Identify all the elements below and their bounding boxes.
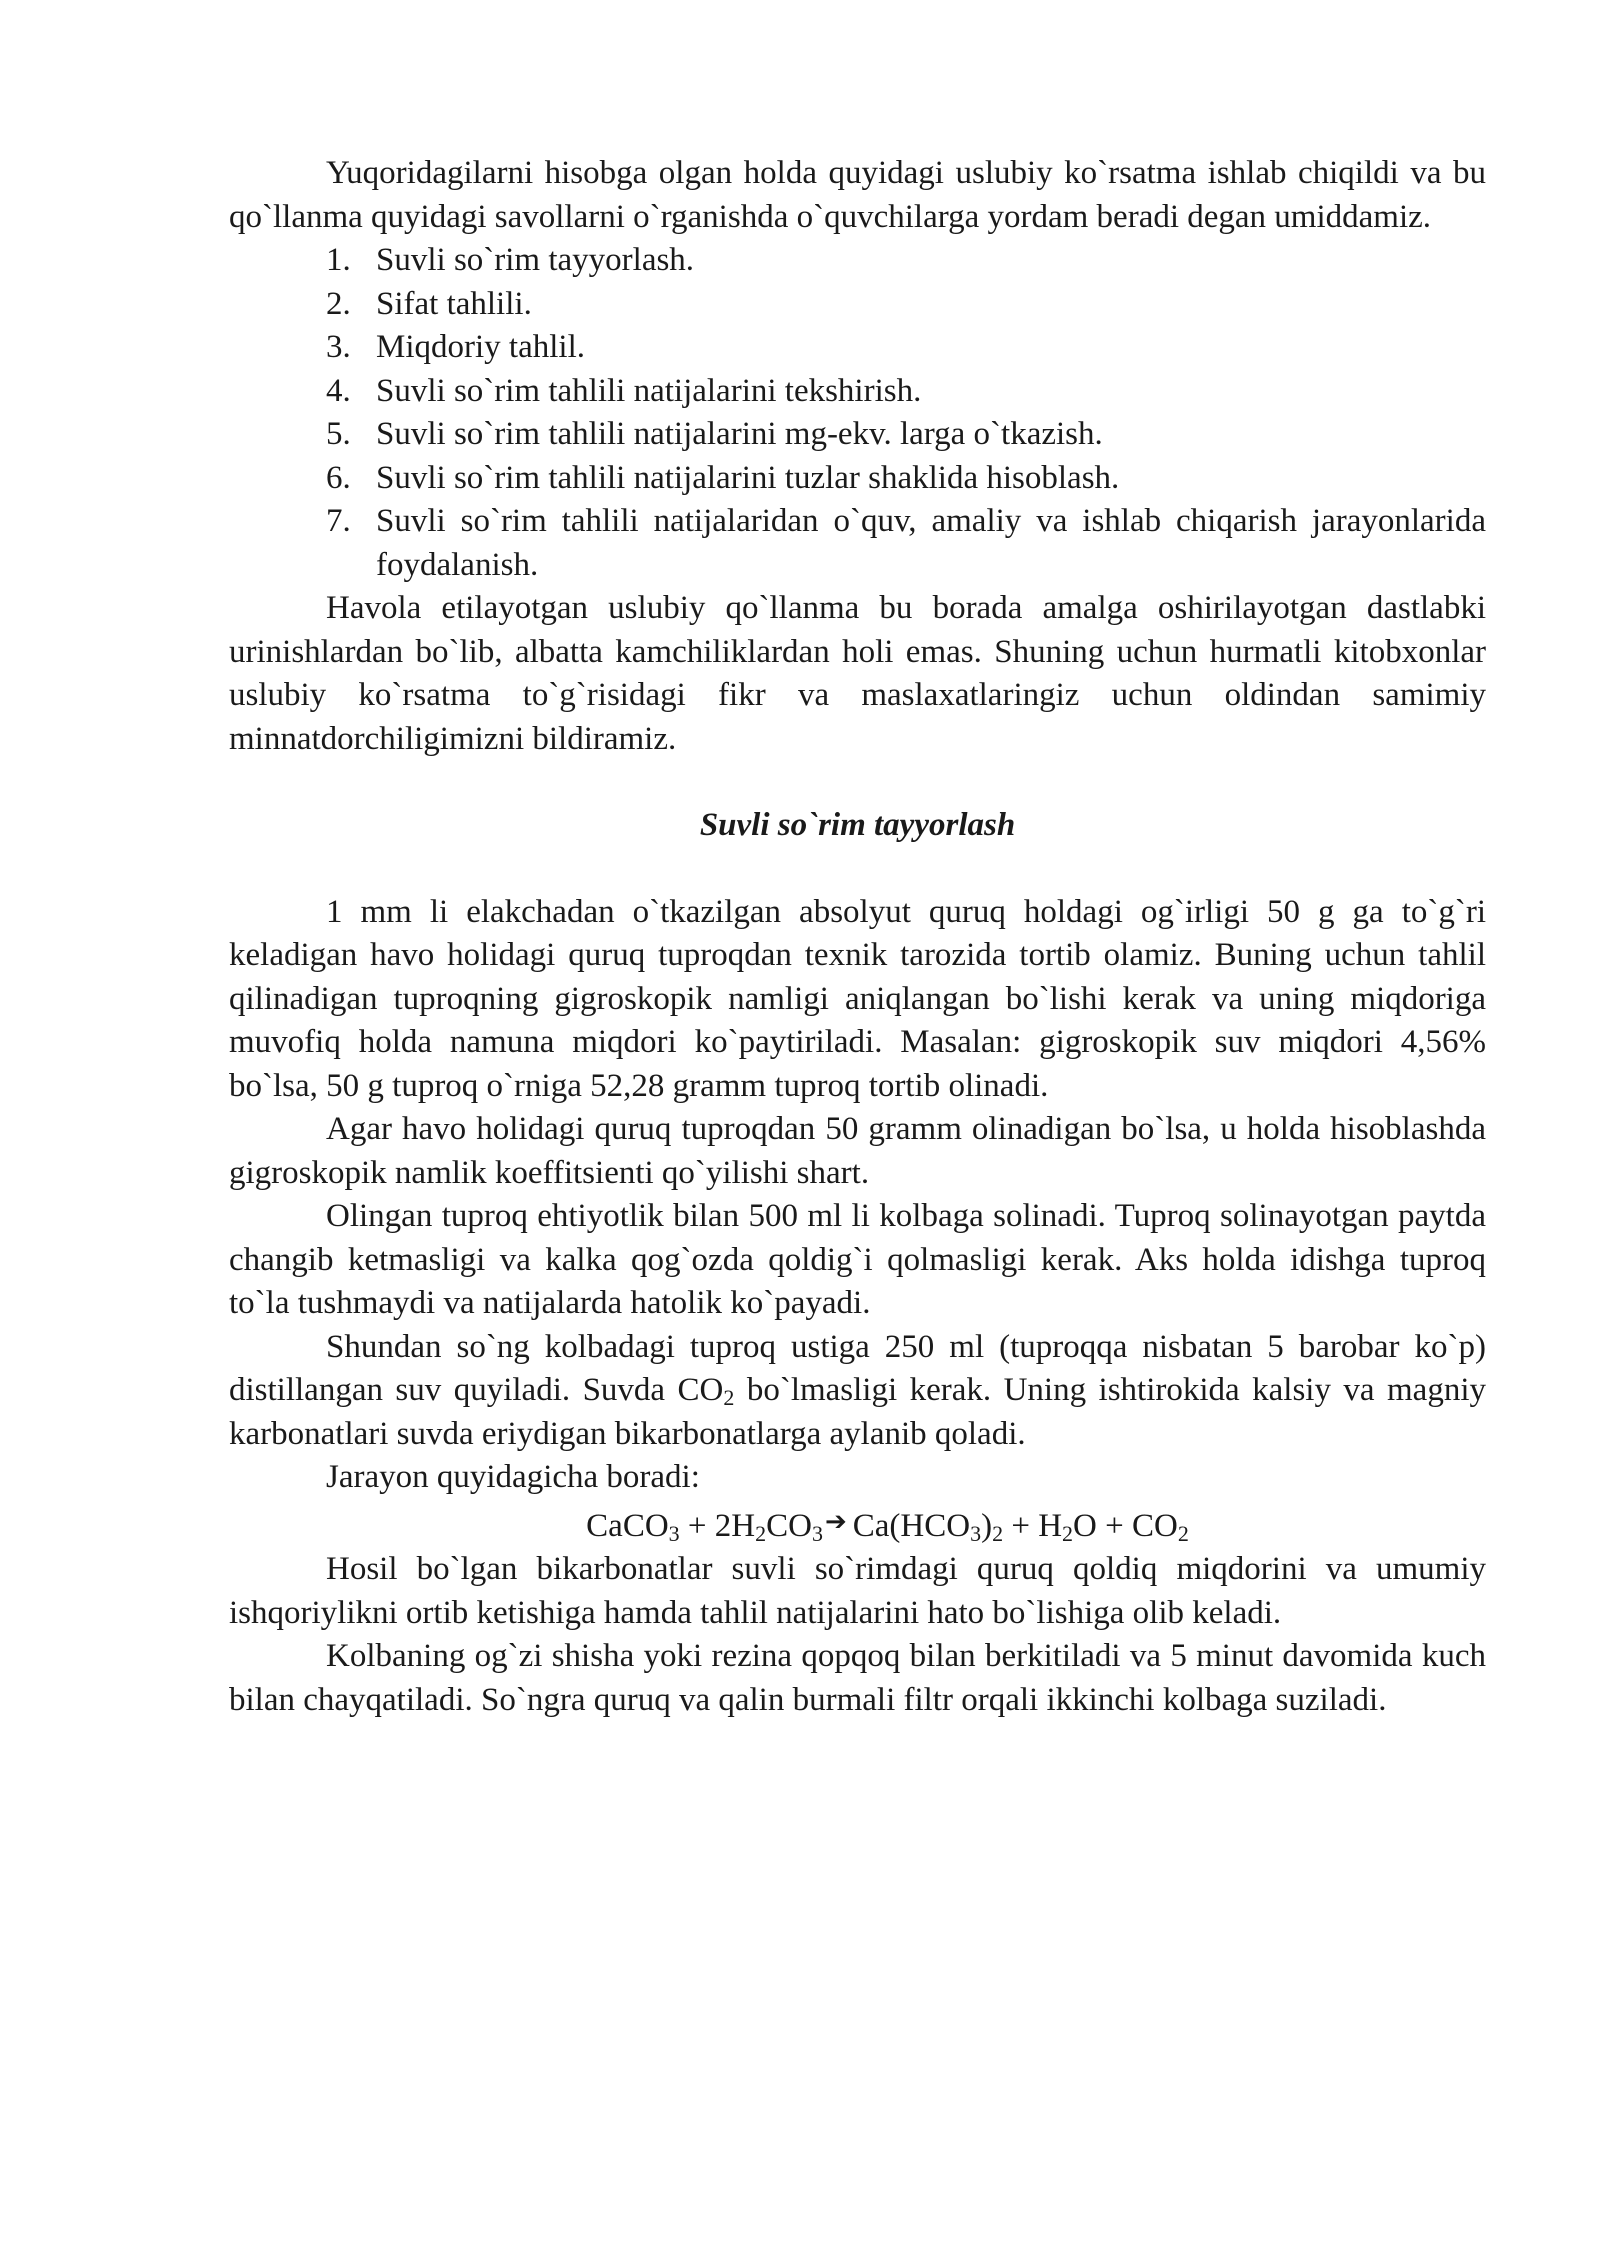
list-number: 2. bbox=[326, 285, 351, 322]
eq-sub: 3 bbox=[668, 1520, 680, 1546]
list-number: 7. bbox=[326, 503, 351, 539]
list-item-text: Suvli so`rim tahlili natijalarini tekshirish. bbox=[376, 372, 922, 409]
list-number: 1. bbox=[326, 242, 351, 278]
co2-subscript: 2 bbox=[723, 1385, 735, 1410]
eq-sub: 3 bbox=[970, 1520, 982, 1546]
eq-co: CO bbox=[766, 1507, 812, 1544]
body-paragraph-1: 1 mm li elakchadan o`tkazilgan absolyut quruq holdagi og`irligi 50 g ga to`g`ri keladigan havo holidagi quruq tuproqdan texnik tarozida tortib olamiz. Buning uchun tahlil qilinadigan tuproqning gigroskopik namligi aniqlangan bo`lishi kerak va uning miqdoriga muvofiq holda namuna miqdori ko`paytiriladi. Masalan: gigroskopik suv miqdori 4,56% bo`lsa, 50 g tuproq o`rniga 52,28 gramm tuproq tortib olinadi. bbox=[229, 893, 1486, 1104]
paragraph-4-start: Shundan so`ng kolbadagi tuproq ustiga 250 ml (tuproqqa nisbatan 5 barobar ko`p) distillangan suv quyiladi. Suvda CO bbox=[229, 1328, 1486, 1408]
eq-paren: ) bbox=[981, 1507, 993, 1544]
steps-list bbox=[229, 239, 1486, 587]
eq-2h: + 2H bbox=[679, 1507, 756, 1544]
body-paragraph-5: Jarayon quyidagicha boradi: bbox=[326, 1459, 700, 1495]
intro-paragraph: Yuqoridagilarni hisobga olgan holda quyidagi uslubiy ko`rsatma ishlab chiqildi va bu qo`llanma quyidagi savollarni o`rganishda o`quvchilarga yordam beradi degan umiddamiz. bbox=[229, 155, 1486, 235]
body-paragraph-4 bbox=[229, 1326, 1486, 1457]
document-page bbox=[229, 152, 1486, 1722]
list-number: 6. bbox=[326, 459, 351, 496]
list-item-text: Suvli so`rim tayyorlash. bbox=[376, 242, 695, 278]
list-item bbox=[229, 413, 1486, 457]
reaction-arrow-icon: ➔ bbox=[824, 1506, 847, 1536]
body-paragraph-3: Olingan tuproq ehtiyotlik bilan 500 ml li kolbaga solinadi. Tuproq solinayotgan paytda changib ketmasligi va kalka qog`ozda qoldig`i qolmasligi kerak. Aks holda idishga tuproq to`la tushmaydi va natijalarda hatolik ko`payadi. bbox=[229, 1198, 1486, 1321]
body-paragraph-7: Kolbaning og`zi shisha yoki rezina qopqoq bilan berkitiladi va 5 minut davomida kuch bilan chayqatiladi. So`ngra quruq va qalin burmali filtr orqali ikkinchi kolbaga suziladi. bbox=[229, 1638, 1486, 1718]
list-item bbox=[229, 457, 1486, 501]
list-number: 3. bbox=[326, 329, 351, 365]
eq-h: + H bbox=[1003, 1507, 1063, 1544]
list-item bbox=[229, 283, 1486, 327]
body-paragraph-2: Agar havo holidagi quruq tuproqdan 50 gramm olinadigan bo`lsa, u holda hisoblashda gigroskopik namlik koeffitsienti qo`yilishi shart. bbox=[229, 1111, 1486, 1191]
eq-sub: 2 bbox=[1177, 1520, 1189, 1546]
reaction-equation bbox=[229, 1500, 1486, 1549]
list-item bbox=[229, 239, 1486, 283]
list-item bbox=[229, 326, 1486, 370]
paragraph-4-end: bo`lmasligi kerak. Uning ishtirokida kalsiy va magniy karbonatlari suvda eriydigan bikarbonatlarga aylanib qoladi. bbox=[229, 1372, 1486, 1452]
eq-sub: 2 bbox=[992, 1520, 1004, 1546]
list-item-text: Miqdoriy tahlil. bbox=[376, 329, 585, 365]
eq-o-co: O + CO bbox=[1073, 1507, 1178, 1544]
body-paragraph-6: Hosil bo`lgan bikarbonatlar suvli so`rimdagi quruq qoldiq miqdorini va umumiy ishqoriylikni ortib ketishiga hamda tahlil natijalarini hato bo`lishiga olib keladi. bbox=[229, 1551, 1486, 1631]
list-item-text: Sifat tahlili. bbox=[376, 285, 532, 322]
eq-sub: 2 bbox=[1062, 1520, 1074, 1546]
eq-caco: CaCO bbox=[586, 1507, 669, 1544]
list-item-text: Suvli so`rim tahlili natijalarini mg-ekv. larga o`tkazish. bbox=[376, 416, 1103, 452]
eq-sub: 3 bbox=[811, 1520, 823, 1546]
section-title: Suvli so`rim tayyorlash bbox=[699, 807, 1016, 843]
list-item-text: Suvli so`rim tahlili natijalarini tuzlar shaklida hisoblash. bbox=[376, 459, 1120, 496]
list-number: 5. bbox=[326, 416, 351, 452]
list-item-text: Suvli so`rim tahlili natijalaridan o`quv, amaliy va ishlab chiqarish jarayonlarida foydalanish. bbox=[376, 503, 1486, 583]
list-item bbox=[229, 500, 1486, 587]
eq-sub: 2 bbox=[755, 1520, 767, 1546]
list-number: 4. bbox=[326, 372, 351, 409]
list-item bbox=[229, 370, 1486, 414]
closing-paragraph: Havola etilayotgan uslubiy qo`llanma bu borada amalga oshirilayotgan dastlabki urinishlardan bo`lib, albatta kamchiliklardan holi emas. Shuning uchun hurmatli kitobxonlar uslubiy ko`rsatma to`g`risidagi fikr va maslaxatlaringiz uchun oldindan samimiy minnatdorchiligimizni bildiramiz. bbox=[229, 590, 1486, 757]
eq-cahco: Ca(HCO bbox=[852, 1507, 971, 1544]
